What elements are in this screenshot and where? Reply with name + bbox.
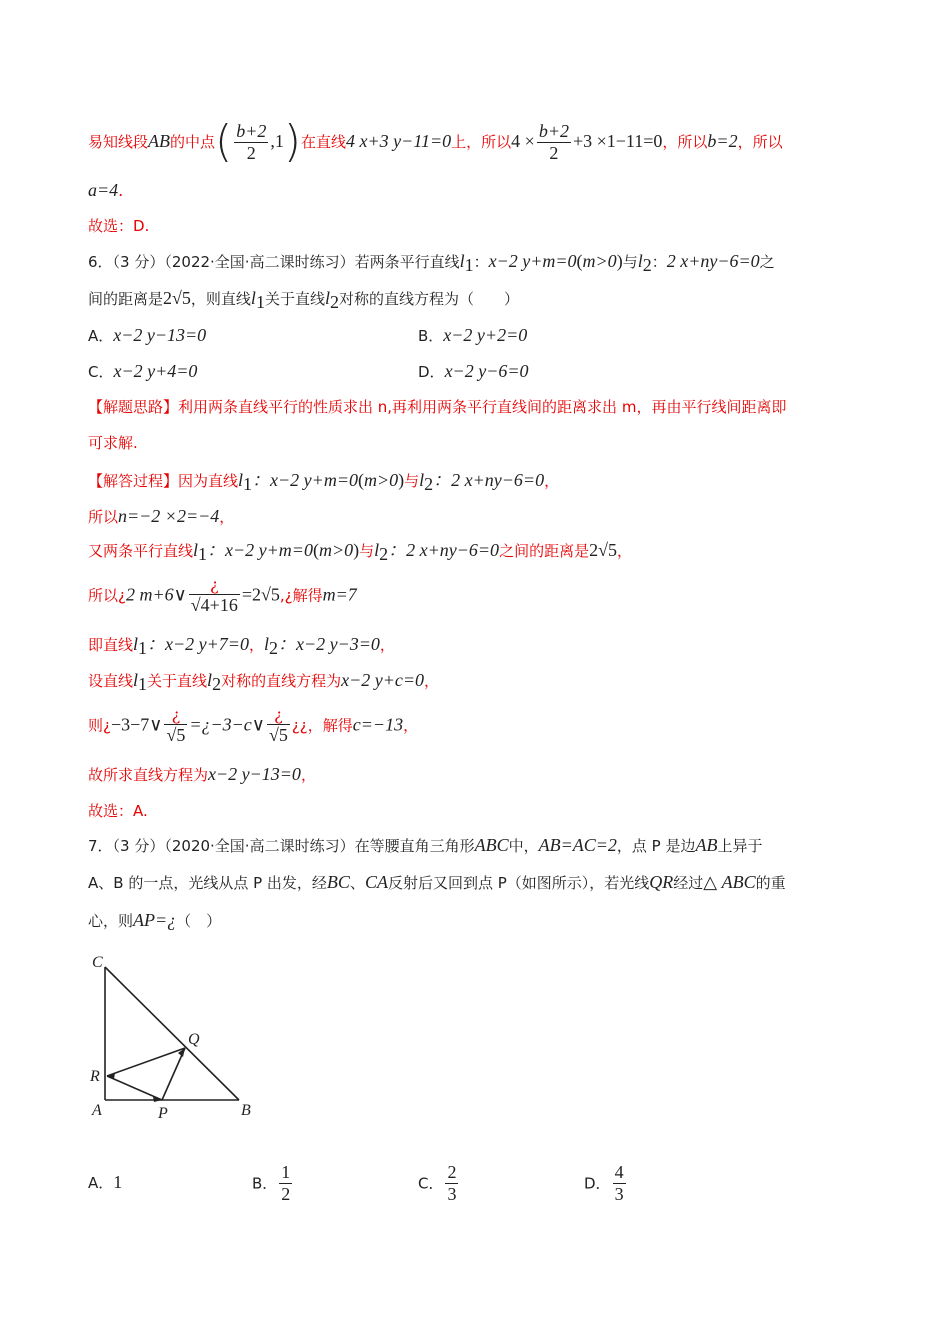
math-BC: BC <box>326 872 350 892</box>
frac-den: 3 <box>447 1183 457 1204</box>
math-so-c: =2√5 <box>241 584 280 605</box>
q6-option-b[interactable] <box>418 325 527 346</box>
math-again-eq2: ：2 x+ny−6=0 <box>388 540 500 560</box>
fraction-b-plus-2-b <box>537 121 571 163</box>
solution-process-1 <box>88 470 559 496</box>
text-therefore-3: ，所以 <box>737 132 783 151</box>
frac-num: ¿ <box>189 576 240 595</box>
sub-2-e: 2 <box>268 638 278 659</box>
comma: ， <box>379 636 395 654</box>
sub-1-f: 1 <box>138 674 148 695</box>
answer-a: 故选：A. <box>88 802 148 820</box>
label-B: B <box>241 1102 251 1119</box>
math-set-eq: x−2 y+c=0 <box>341 670 424 690</box>
text-symmetric-eq: 对称的直线方程为 <box>221 672 342 690</box>
frac-den: √5 <box>268 725 288 746</box>
text-so: 所以 <box>88 508 119 526</box>
text-tail: 之 <box>759 253 775 271</box>
math-b-eq: b=2 <box>707 130 738 151</box>
q7-option-a[interactable] <box>88 1172 122 1193</box>
text-therefore: 上，所以 <box>451 132 512 151</box>
q6-option-c[interactable] <box>88 361 197 382</box>
text-midpoint: 的中点 <box>170 132 216 151</box>
solution-answer-eq <box>88 764 316 786</box>
option-label: C． <box>88 363 114 381</box>
text-point-p: ，点 P 是边 <box>616 837 696 855</box>
math-4-times: 4 × <box>511 130 535 151</box>
math-ie-eq1: ：x−2 y+7=0 <box>147 634 249 654</box>
paren-open: ( <box>312 540 319 560</box>
text-set: 设直线 <box>88 672 134 690</box>
math-l1: l <box>459 251 465 271</box>
text-light: A、B 的一点，光线从点 P 出发，经 <box>88 874 327 892</box>
math-l2-c: l <box>419 470 425 490</box>
text-on-line: 在直线 <box>301 132 347 151</box>
math-l2-f: l <box>207 670 213 690</box>
math-l2-b: l <box>324 288 330 308</box>
q6-option-d[interactable] <box>418 361 528 382</box>
paren-open: ( <box>357 470 364 490</box>
math-again-dist: 2√5 <box>589 540 617 560</box>
math-n-eq: n=−2 ×2=−4 <box>118 506 220 526</box>
frac-num: 1 <box>281 1162 291 1182</box>
math-triangle-ABC: △ ABC <box>703 872 756 892</box>
fraction-2 <box>267 706 290 746</box>
option-label: B． <box>252 1174 278 1193</box>
math-AB-2: AB <box>695 835 718 855</box>
frac2-den: 2 <box>549 142 559 163</box>
math-l2: l <box>637 251 643 271</box>
ray-QR <box>107 1048 185 1076</box>
q6-header: 6．（3 分）（2022·全国·高二课时练习）若两条平行直线 <box>88 253 460 271</box>
comma: ， <box>219 508 235 526</box>
text-solve-2: ¿¿，解得 <box>291 716 353 735</box>
text-and: 与 <box>404 472 420 490</box>
frac-den: 3 <box>614 1183 624 1204</box>
frac-den: 2 <box>246 142 256 163</box>
frac2-num: b+2 <box>538 121 569 142</box>
text-answer-eq: 故所求直线方程为 <box>88 766 209 784</box>
math-proc-cond: m>0 <box>363 470 399 490</box>
math-then-c: =¿−3−c∨ <box>189 714 265 735</box>
text-passes: 经过 <box>673 874 704 892</box>
math-l1-f: l <box>133 670 139 690</box>
paren-left: ( <box>215 116 233 167</box>
frac-num: 4 <box>614 1162 624 1182</box>
frac-den: √5 <box>166 725 186 746</box>
option-value: 1 <box>113 1172 123 1192</box>
text-ie: 即直线 <box>88 636 134 654</box>
solution-idea <box>88 398 786 416</box>
comma: ， <box>300 766 316 784</box>
paren-close: ) <box>398 470 405 490</box>
label-R: R <box>90 1068 100 1085</box>
option-label: D． <box>584 1174 611 1193</box>
option-label: D． <box>418 363 445 381</box>
sub-1-e: 1 <box>138 638 148 659</box>
option-value: x−2 y−13=0 <box>113 325 207 345</box>
text-sep: 、 <box>349 874 365 892</box>
text-centroid: 的重 <box>755 874 786 892</box>
colon-2: ： <box>651 253 667 271</box>
frac-num: ¿ <box>164 706 187 725</box>
text-reflect: 反射后又回到点 P（如图所示），若光线 <box>387 874 650 892</box>
comma: ， <box>424 672 440 690</box>
frac-num: 2 <box>447 1162 457 1182</box>
comma: ， <box>248 636 264 654</box>
math-comma-1: ,1 <box>270 130 284 151</box>
math-l1-b: l <box>250 288 256 308</box>
period: . <box>118 181 124 200</box>
sub-2: 2 <box>642 255 652 276</box>
colon: ： <box>473 253 489 271</box>
text-then: 则¿ <box>88 716 111 735</box>
option-value: x−2 y+4=0 <box>113 361 198 381</box>
comma: ， <box>616 542 632 560</box>
option-label: A． <box>88 1174 114 1192</box>
math-l2-d: l <box>374 540 380 560</box>
text-and: 与 <box>359 542 375 560</box>
option-label: A． <box>88 327 114 345</box>
answer-d: 故选：D. <box>88 217 150 235</box>
frac-den: 2 <box>281 1183 291 1204</box>
sub-1: 1 <box>464 255 474 276</box>
q7-header: 7．（3 分）（2020·全国·高二课时练习）在等腰直角三角形 <box>88 837 475 855</box>
text-above: 上异于 <box>717 837 763 855</box>
question-6-line-2 <box>88 288 519 314</box>
q7-option-c[interactable] <box>418 1162 460 1204</box>
fraction-distance <box>189 576 240 616</box>
label-A: A <box>92 1102 102 1119</box>
math-proc-eq: ：x−2 y+m=0 <box>252 470 358 490</box>
option-value: x−2 y+2=0 <box>443 325 528 345</box>
solution-set <box>88 670 439 696</box>
fraction-b-plus-2 <box>234 121 268 163</box>
text-blank: （ ） <box>176 912 222 930</box>
option-label: B． <box>418 327 444 345</box>
math-again-eq: ：x−2 y+m=0 <box>207 540 313 560</box>
text-about-line: 关于直线 <box>264 290 325 308</box>
text-solve: ,¿解得 <box>279 586 323 605</box>
sub-1-d: 1 <box>198 544 208 565</box>
paren-close: ) <box>616 251 623 271</box>
math-again-cond: m>0 <box>318 540 354 560</box>
math-l1-d: l <box>193 540 199 560</box>
label-P: P <box>158 1105 168 1122</box>
text-about: 关于直线 <box>147 672 208 690</box>
math-line-eq: 4 x+3 y−11=0 <box>346 130 452 151</box>
text-center: 心，则 <box>88 912 134 930</box>
frac-num: b+2 <box>236 121 267 142</box>
paren-right: ) <box>283 116 302 167</box>
question-7-line-2 <box>88 872 786 894</box>
side-BC <box>105 967 239 1100</box>
option-fraction <box>279 1162 292 1204</box>
option-value: x−2 y−6=0 <box>444 361 529 381</box>
solution-c-value <box>88 706 418 746</box>
math-cond: m>0 <box>582 251 617 271</box>
solution-line-a-eq <box>88 180 123 202</box>
solution-n-value <box>88 506 234 528</box>
text-so-2: 所以¿ <box>88 586 126 605</box>
paren-close: ) <box>353 540 360 560</box>
math-QR: QR <box>649 872 674 892</box>
idea-tag: 【解题思路】 <box>88 398 179 416</box>
math-l1-e: l <box>133 634 139 654</box>
ray-RP <box>107 1076 162 1100</box>
math-ABC: ABC <box>474 835 509 855</box>
sub-1-b: 1 <box>255 292 265 313</box>
text-distance: 之间的距离是 <box>499 542 590 560</box>
solution-lines <box>88 634 395 660</box>
q7-option-b[interactable] <box>252 1162 294 1204</box>
math-l2-e: l <box>263 634 269 654</box>
math-AB: AB <box>148 130 171 151</box>
paren-open: ( <box>576 251 583 271</box>
question-7-line-1 <box>88 835 763 857</box>
text-therefore-2: ，所以 <box>662 132 708 151</box>
frac-num: ¿ <box>267 706 290 725</box>
math-l1-c: l <box>238 470 244 490</box>
math-ie-eq2: ：x−2 y−3=0 <box>277 634 380 654</box>
math-so-b: 2 m+6∨ <box>125 584 187 605</box>
option-label: C． <box>418 1174 444 1193</box>
math-AP: AP=¿ <box>133 910 177 930</box>
q7-option-d[interactable] <box>584 1162 628 1204</box>
process-text: 因为直线 <box>178 472 239 490</box>
text-in: 中， <box>508 837 539 855</box>
math-AB-AC: AB=AC=2 <box>538 835 617 855</box>
question-7-line-3 <box>88 910 221 932</box>
math-eq2: 2 x+ny−6=0 <box>666 251 760 271</box>
solution-m-value <box>88 576 357 616</box>
process-tag: 【解答过程】 <box>88 472 179 490</box>
math-answer-eq: x−2 y−13=0 <box>208 764 301 784</box>
math-a-eq: a=4 <box>88 180 119 200</box>
text-again: 又两条平行直线 <box>88 542 194 560</box>
comma: ， <box>544 472 560 490</box>
sub-2-c: 2 <box>424 474 434 495</box>
solution-line-midpoint <box>88 116 783 169</box>
label-Q: Q <box>188 1031 200 1048</box>
sub-2-b: 2 <box>329 292 339 313</box>
option-fraction <box>613 1162 626 1204</box>
sub-2-d: 2 <box>379 544 389 565</box>
comma: ， <box>403 716 419 735</box>
frac-den: √4+16 <box>190 595 238 616</box>
solution-idea-2: 可求解. <box>88 434 138 452</box>
math-eq1: x−2 y+m=0 <box>488 251 577 271</box>
math-m-eq: m=7 <box>322 584 357 605</box>
text-midpoint-intro: 易知线段 <box>88 132 149 151</box>
math-CA: CA <box>364 872 388 892</box>
solution-distance <box>88 540 632 566</box>
math-proc-eq2: ：2 x+ny−6=0 <box>433 470 545 490</box>
q6-option-a[interactable] <box>88 325 206 346</box>
text-symmetric: 对称的直线方程为（ ） <box>338 290 519 308</box>
math-then-b: −3−7∨ <box>110 714 163 735</box>
math-sum: +3 ×1−11=0 <box>572 130 663 151</box>
question-6-line-1 <box>88 251 775 277</box>
idea-text: 利用两条直线平行的性质求出 n,再利用两条平行直线间的距离求出 m，再由平行线间距离即 <box>178 398 787 416</box>
triangle-figure <box>82 945 272 1125</box>
fraction-1 <box>164 706 187 746</box>
sub-1-c: 1 <box>243 474 253 495</box>
sub-2-f: 2 <box>212 674 222 695</box>
math-dist: 2√5 <box>163 288 191 308</box>
text-then-line: ，则直线 <box>190 290 251 308</box>
label-C: C <box>92 954 103 971</box>
text-distance-is: 间的距离是 <box>88 290 164 308</box>
math-c-eq: c=−13 <box>352 714 404 735</box>
option-fraction <box>445 1162 458 1204</box>
text-and: 与 <box>622 253 638 271</box>
